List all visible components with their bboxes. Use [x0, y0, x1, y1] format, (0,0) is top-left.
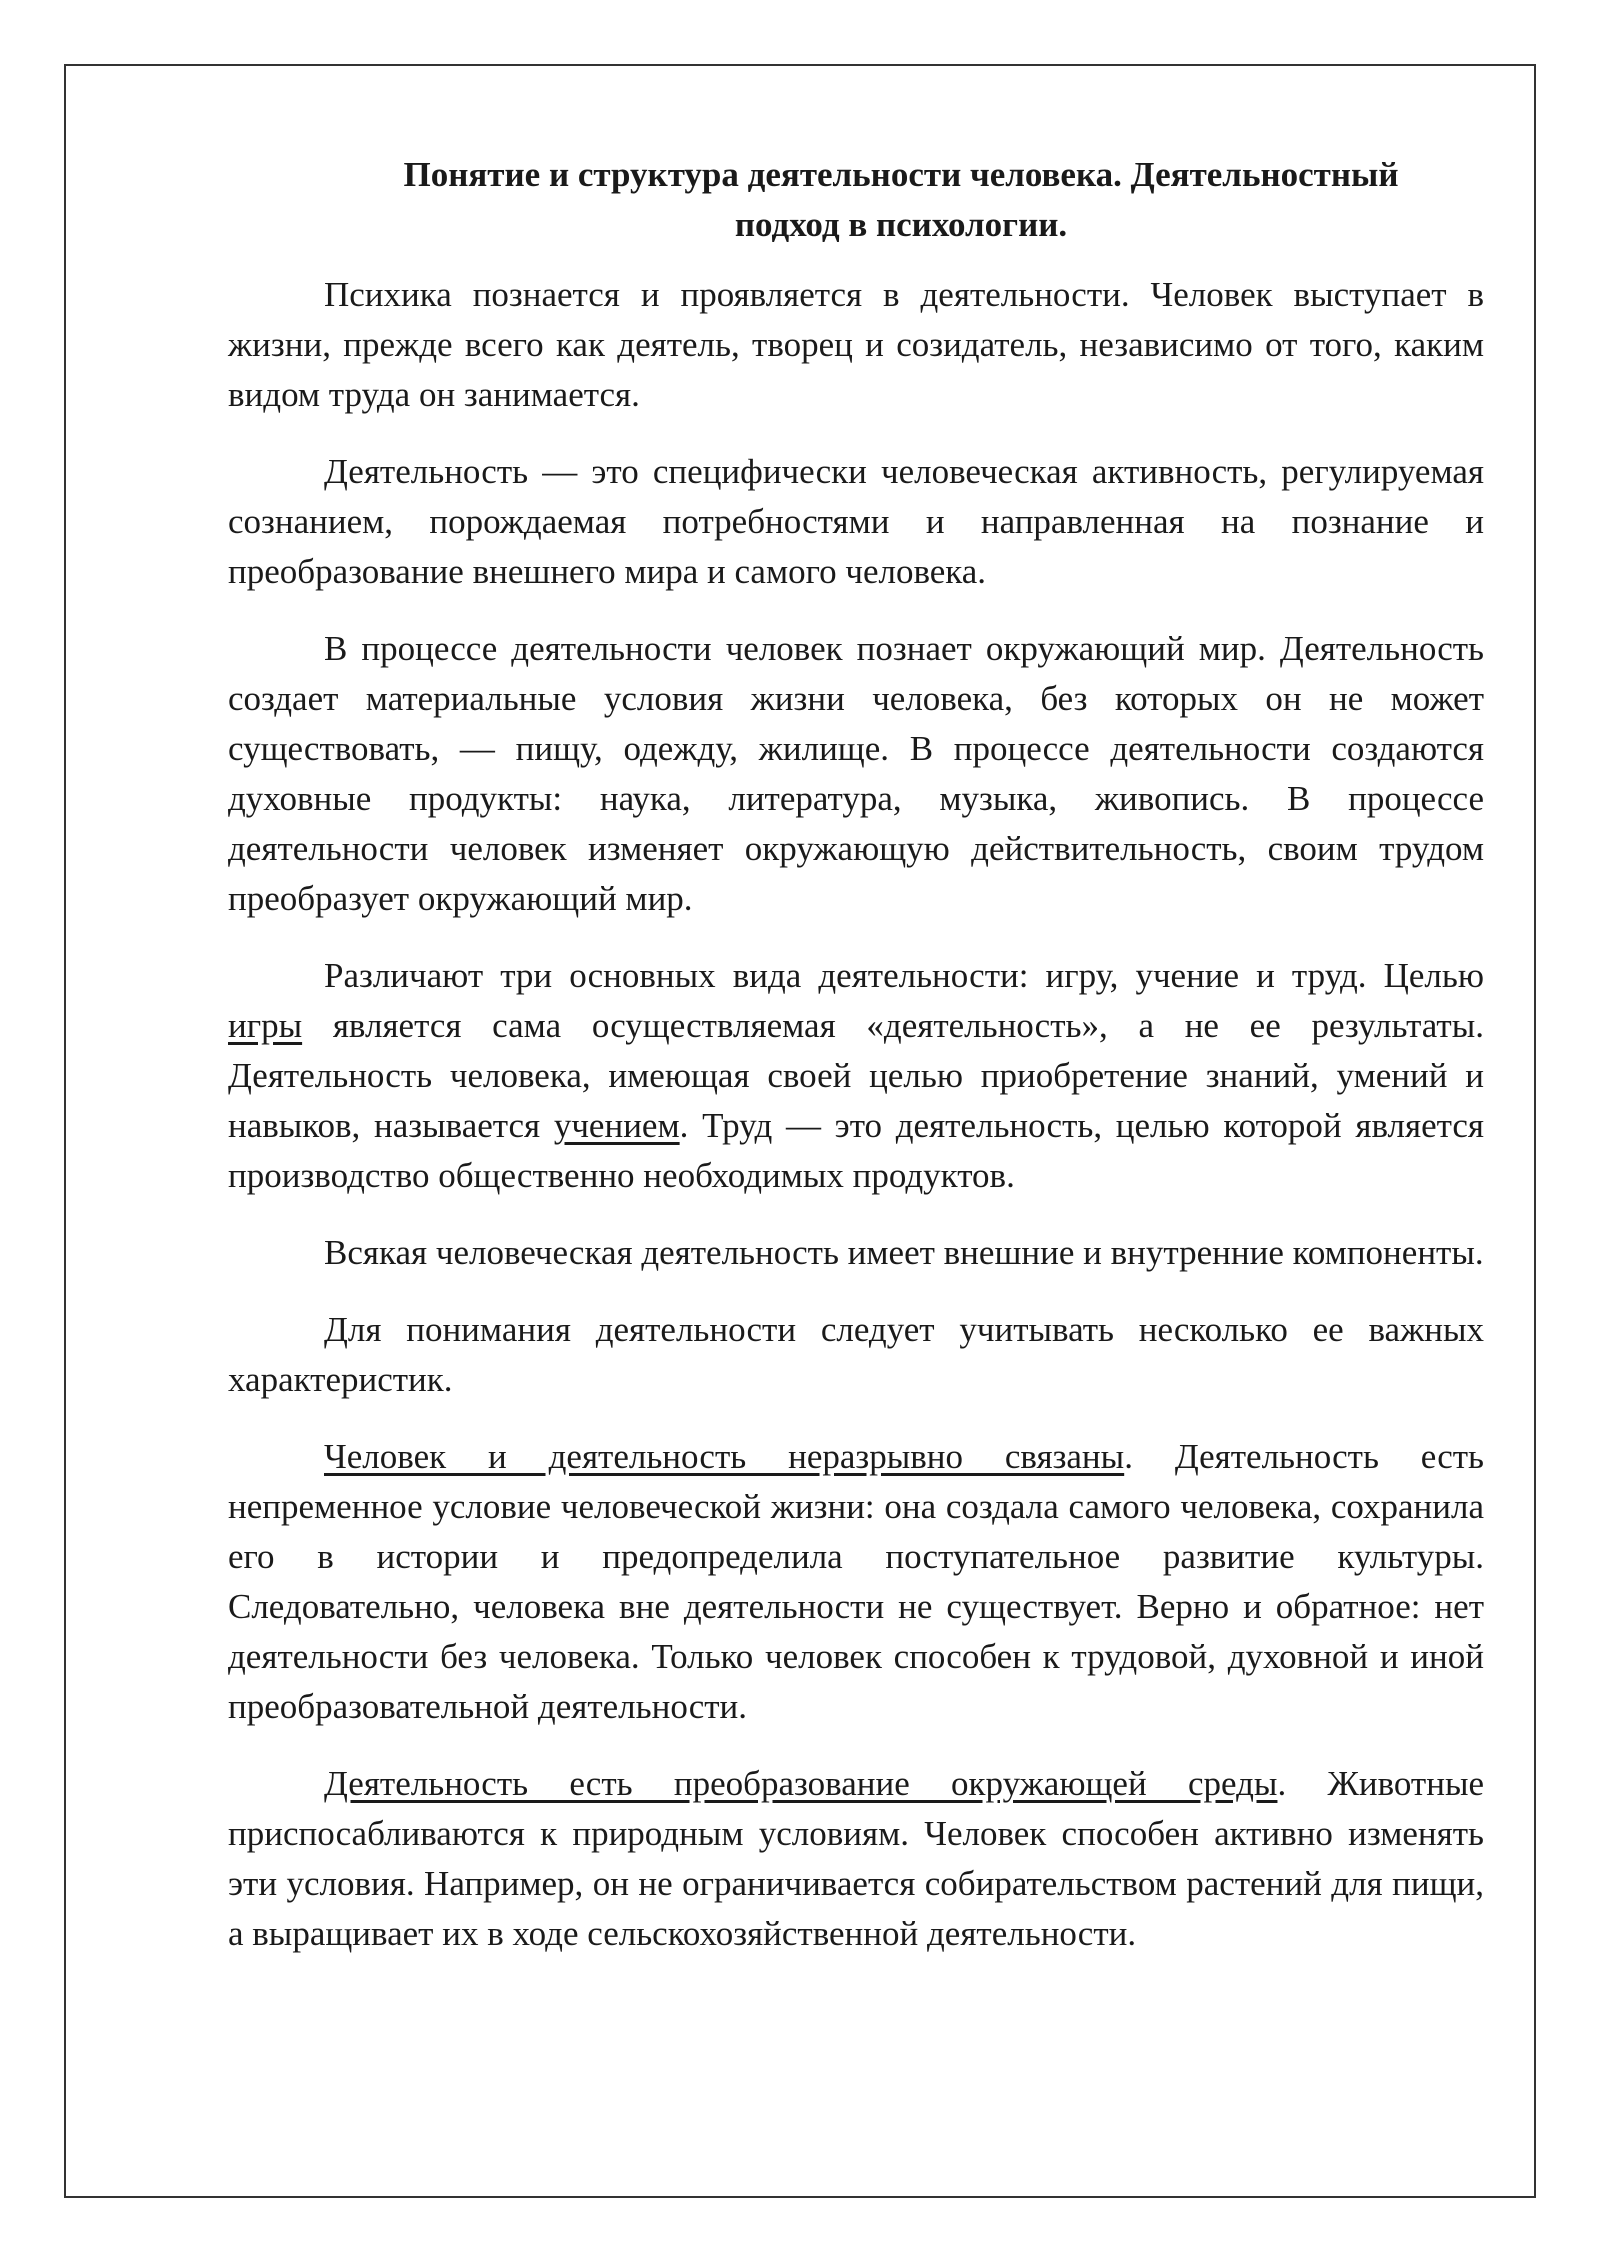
p4-text-a: Различают три основных вида деятельности: игру, учение и труд. Целью: [324, 956, 1484, 995]
paragraph-5: Всякая человеческая деятельность имеет внешние и внутренние компоненты.: [324, 1233, 1484, 1272]
document-body: [228, 150, 1484, 1986]
title-line-1: Понятие и структура деятельности человека. Деятельностный: [403, 155, 1399, 194]
paragraph-4: [228, 951, 1484, 1201]
underlined-term-games: игры: [228, 1006, 303, 1045]
p8-text: . Животные приспосабливаются к природным условиям. Человек способен активно изменять эти условия. Например, он не ограничивается собирательством растений для пищи, а выращивает их в ходе сельскохозяйственной деятельности.: [228, 1764, 1485, 1953]
underlined-thesis-1: Человек и деятельность неразрывно связаны: [324, 1437, 1125, 1476]
title-line-2: подход в психологии.: [734, 205, 1068, 244]
paragraph-2: Деятельность — это специфически человеческая активность, регулируемая сознанием, порождаемая потребностями и направленная на познание и преобразование внешнего мира и самого человека.: [228, 452, 1484, 591]
paragraph-3: В процессе деятельности человек познает окружающий мир. Деятельность создает материальные условия жизни человека, без которых он не может существовать, — пищу, одежду, жилище. В процессе деятельности создаются духовные продукты: наука, литература, музыка, живопись. В процессе деятельности человек изменяет окружающую действительность, своим трудом преобразует окружающий мир.: [228, 629, 1484, 918]
underlined-thesis-2: Деятельность есть преобразование окружающей среды: [324, 1764, 1278, 1803]
p4-text-c: . Труд — это деятельность, целью которой является производство общественно необходимых продуктов.: [228, 1106, 1484, 1195]
p4-text-b: является сама осуществляемая «деятельность», а не ее результаты. Деятельность человека, имеющая своей целью приобретение знаний, умений и навыков, называется: [228, 1006, 1484, 1145]
underlined-term-learning: учением: [553, 1106, 680, 1145]
document-title: [228, 150, 1484, 250]
p7-text: . Деятельность есть непременное условие человеческой жизни: она создала самого человека, сохранила его в истории и предопределила поступательное развитие культуры. Следовательно, человека вне деятельности не существует. Верно и обратное: нет деятельности без человека. Только человек способен к трудовой, духовной и иной преобразовательной деятельности.: [228, 1437, 1484, 1726]
paragraph-1: Психика познается и проявляется в деятельности. Человек выступает в жизни, прежде всего как деятель, творец и созидатель, независимо от того, каким видом труда он занимается.: [228, 275, 1484, 414]
paragraph-7: [228, 1432, 1484, 1732]
paragraph-8: [228, 1759, 1484, 1959]
paragraph-6: Для понимания деятельности следует учитывать несколько ее важных характеристик.: [228, 1310, 1484, 1399]
